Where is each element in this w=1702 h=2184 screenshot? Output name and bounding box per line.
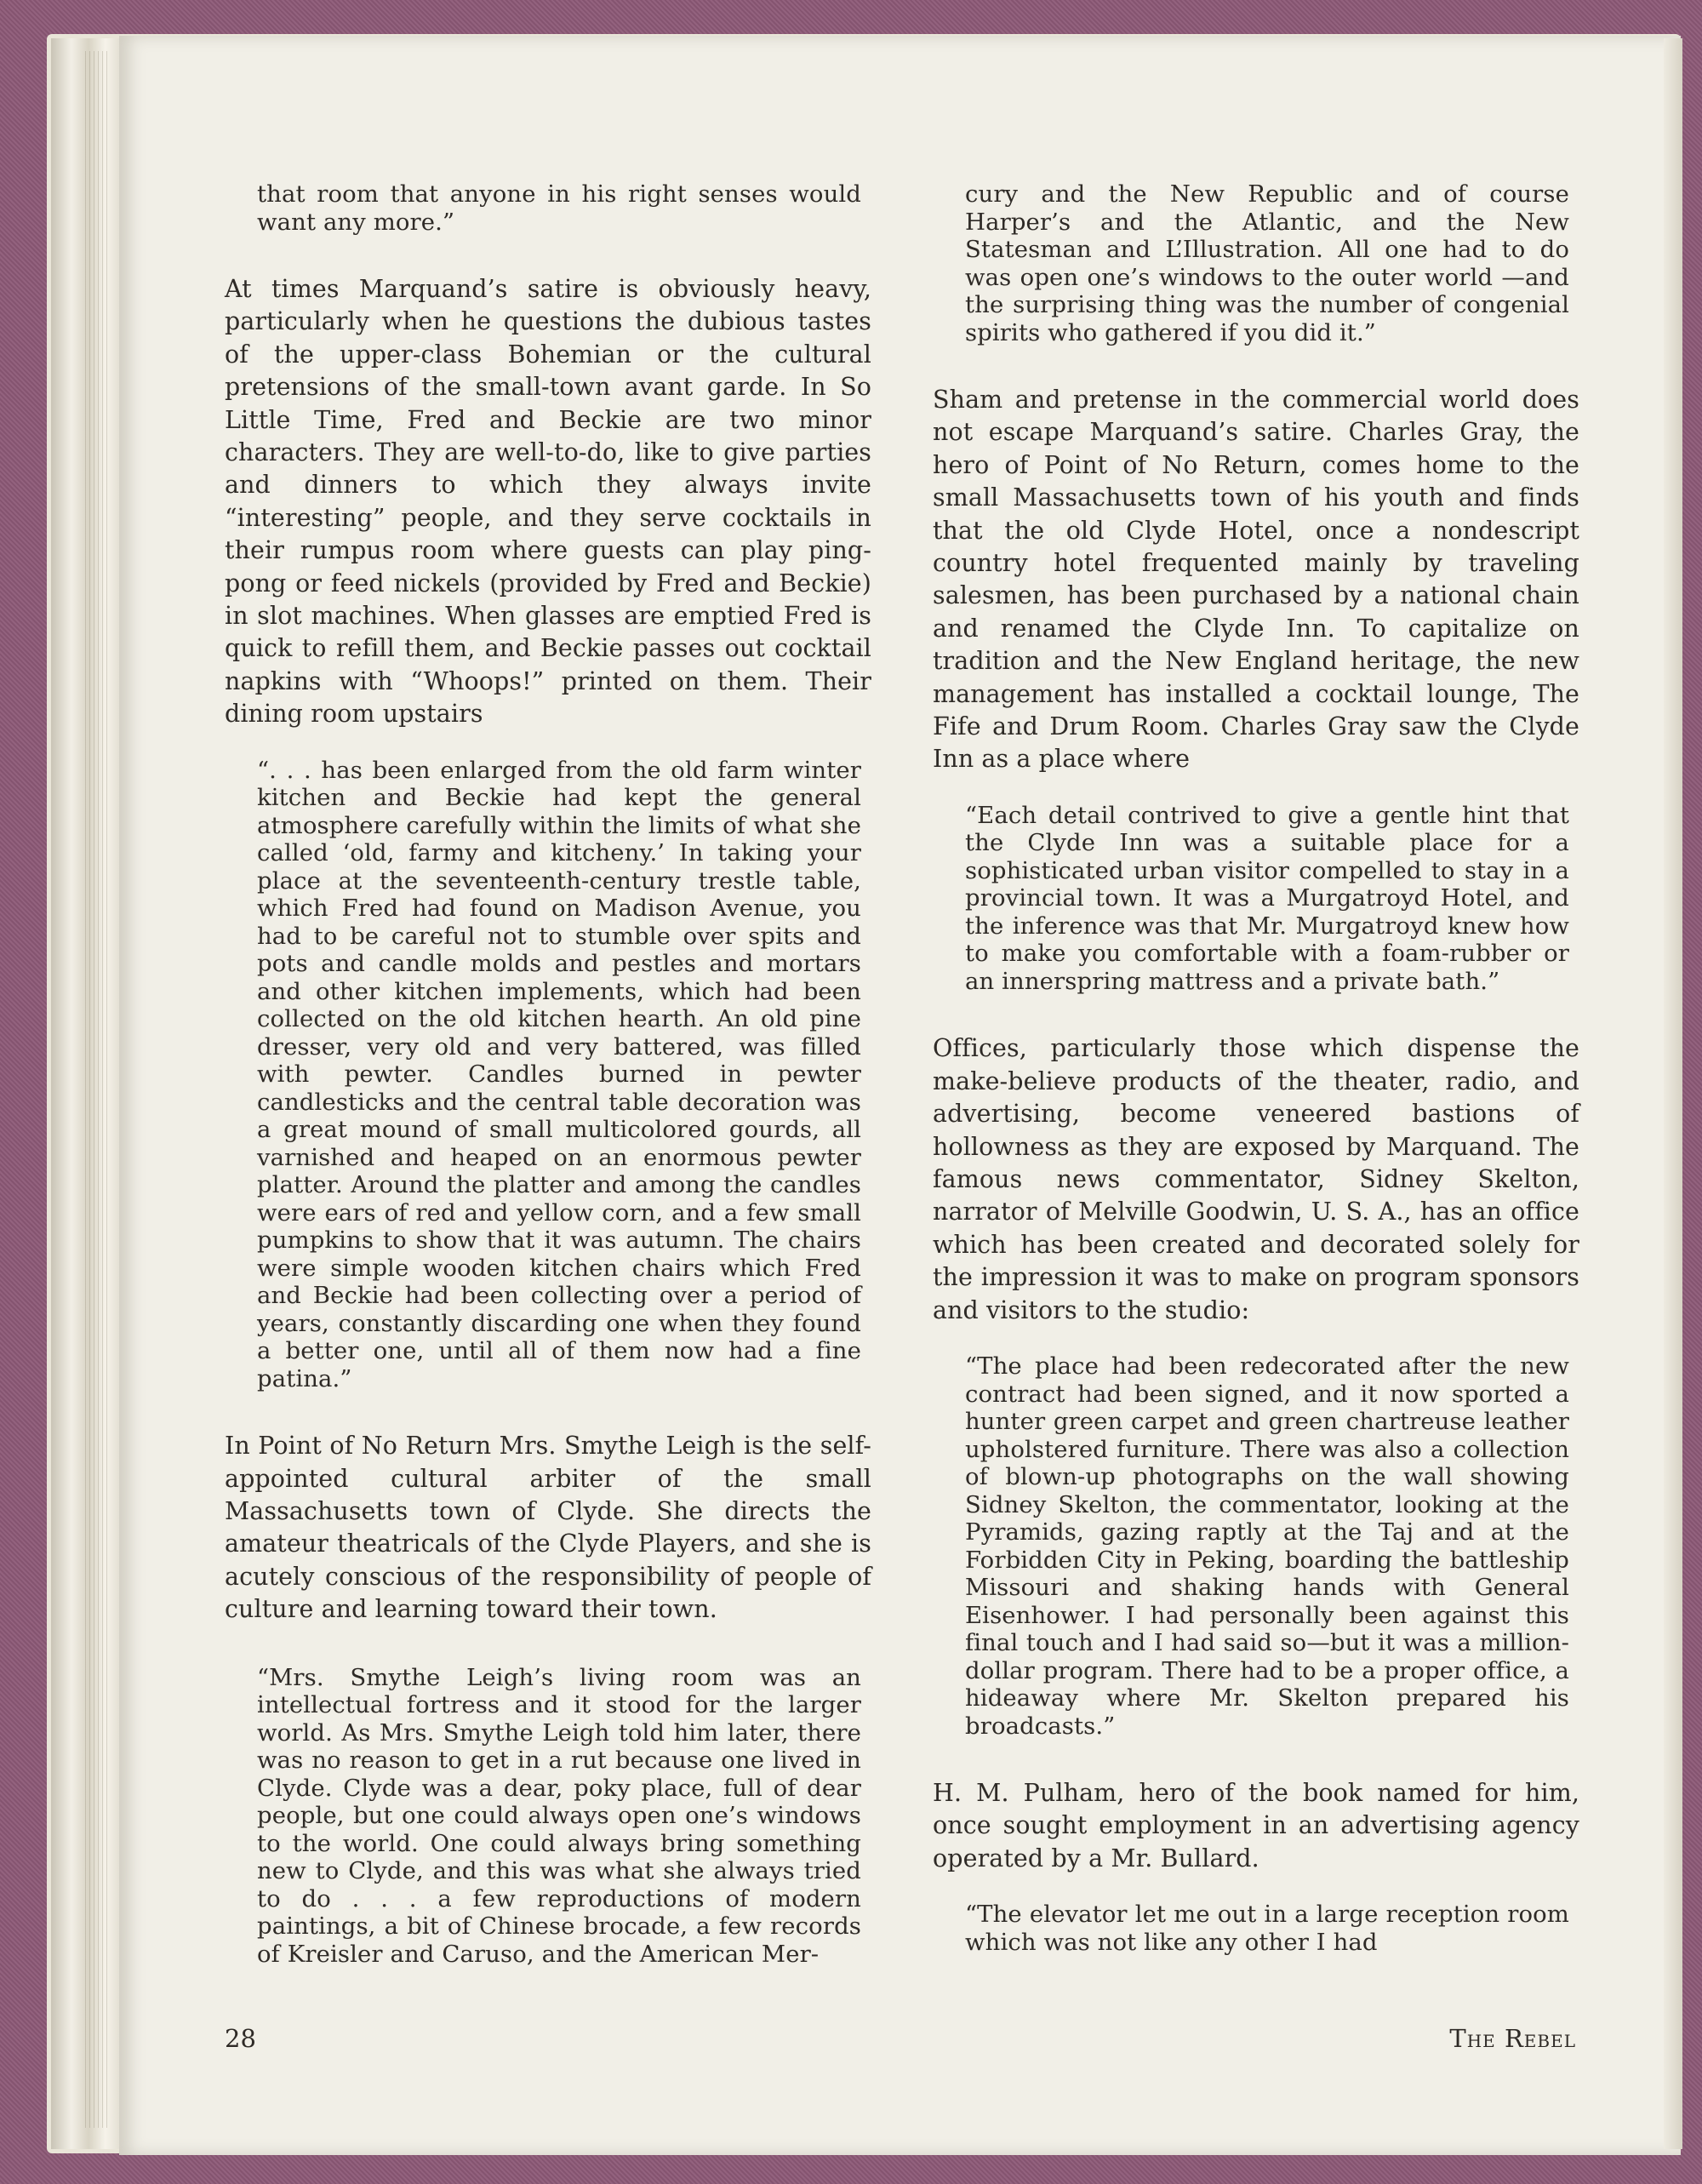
quote-living-room-continued: cury and the New Republic and of course Harper’s and the Atlantic, and the New Statesman and L’Illustration. All one had to do was open one’s windows to the outer world —and the surprising thing was the number of congenial spirits who gathered if you did it.”	[965, 180, 1569, 346]
paragraph-commercial-world: Sham and pretense in the commercial world does not escape Marquand’s satire. Charles Gray, the hero of Point of No Return, comes home to the small Massachusetts town of his youth and finds that the old Clyde Hotel, once a nondescript country hotel frequented mainly by traveling salesmen, has been purchased by a national chain and renamed the Clyde Inn. To capitalize on tradition and the New England heritage, the new management has installed a cocktail lounge, The Fife and Drum Room. Charles Gray saw the Clyde Inn as a place where	[933, 386, 1579, 774]
paragraph-smythe-leigh: In Point of No Return Mrs. Smythe Leigh is the self-appointed cultural arbiter of the small Massachusetts town of Clyde. She directs the amateur theatricals of the Clyde Players, and she is acutely conscious of the responsibility of people of culture and learning toward their town.	[225, 1432, 871, 1624]
quote-skelton-office: “The place had been redecorated after the new contract had been signed, and it now sported a hunter green carpet and green chartreuse leather upholstered furniture. There was also a collection of blown-up photographs on the wall showing Sidney Skelton, the commentator, looking at the Pyramids, gazing raptly at the Taj and at the Forbidden City in Peking, boarding the battleship Missouri and shaking hands with General Eisenhower. I had personally been against this final touch and I had said so—but it was a million-dollar program. There had to be a proper office, a hideaway where Mr. Skelton prepared his broadcasts.”	[965, 1352, 1569, 1740]
right-column	[933, 180, 1579, 1956]
paragraph-satire: At times Marquand’s satire is obviously heavy, particularly when he questions the dubious tastes of the upper-class Bohemian or the cultural pretensions of the small-town avant garde. In So Little Time, Fred and Beckie are two minor characters. They are well-to-do, like to give parties and dinners to which they always invite “interesting” people, and they serve cocktails in their rumpus room where guests can play ping-pong or feed nickels (provided by Fred and Beckie) in slot machines. When glasses are emptied Fred is quick to refill them, and Beckie passes out cocktail napkins with “Whoops!” printed on them. Their dining room upstairs	[225, 275, 871, 729]
quote-elevator: “The elevator let me out in a large reception room which was not like any other I had	[965, 1901, 1569, 1956]
quote-living-room: “Mrs. Smythe Leigh’s living room was an intellectual fortress and it stood for the larger world. As Mrs. Smythe Leigh told him later, there was no reason to get in a rut because one lived in Clyde. Clyde was a dear, poky place, full of dear people, but one could always open one’s windows to the world. One could always bring something new to Clyde, and this was what she always tried to do . . . a few reproductions of modern paintings, a bit of Chinese brocade, a few records of Kreisler and Caruso, and the American Mer-	[257, 1663, 861, 1968]
paragraph-pulham: H. M. Pulham, hero of the book named for him, once sought employment in an advertising agency operated by a Mr. Bullard.	[933, 1779, 1579, 1872]
page-right-edge	[1664, 38, 1682, 2149]
paragraph-offices: Offices, particularly those which dispense the make-believe products of the theater, radio, and advertising, become veneered bastions of hollowness as they are exposed by Marquand. The famous news commentator, Sidney Skelton, narrator of Melville Goodwin, U. S. A., has an office which has been created and decorated solely for the impression it was to make on program sponsors and visitors to the studio:	[933, 1034, 1579, 1324]
running-footer-title: The Rebel	[1449, 2024, 1576, 2053]
quote-dining-room: “. . . has been enlarged from the old farm winter kitchen and Beckie had kept the general atmosphere carefully within the limits of what she called ‘old, farmy and kitcheny.’ In taking your place at the seventeenth-century trestle table, which Fred had found on Madison Avenue, you had to be careful not to stumble over spits and pots and candle molds and pestles and mortars and other kitchen implements, which had been collected on the old kitchen hearth. An old pine dresser, very old and very battered, was filled with pewter. Candles burned in pewter candlesticks and the central table decoration was a great mound of small multicolored gourds, all varnished and heaped on an enormous pewter platter. Around the platter and among the candles were ears of red and yellow corn, and a few small pumpkins to show that it was autumn. The chairs were simple wooden kitchen chairs which Fred and Beckie had been collecting over a period of years, constantly discarding one when they found a better one, until all of them now had a fine patina.”	[257, 756, 861, 1392]
quote-continuation: that room that anyone in his right senses would want any more.”	[257, 180, 861, 236]
quote-clyde-inn: “Each detail contrived to give a gentle hint that the Clyde Inn was a suitable place for a sophisticated urban visitor compelled to stay in a provincial town. It was a Murgatroyd Hotel, and the inference was that Mr. Murgatroyd knew how to make you comfortable with a foam-rubber or an innerspring mattress and a private bath.”	[965, 801, 1569, 995]
page-number: 28	[225, 2024, 256, 2053]
left-column	[225, 180, 871, 1968]
stacked-page-edges	[85, 51, 111, 2128]
